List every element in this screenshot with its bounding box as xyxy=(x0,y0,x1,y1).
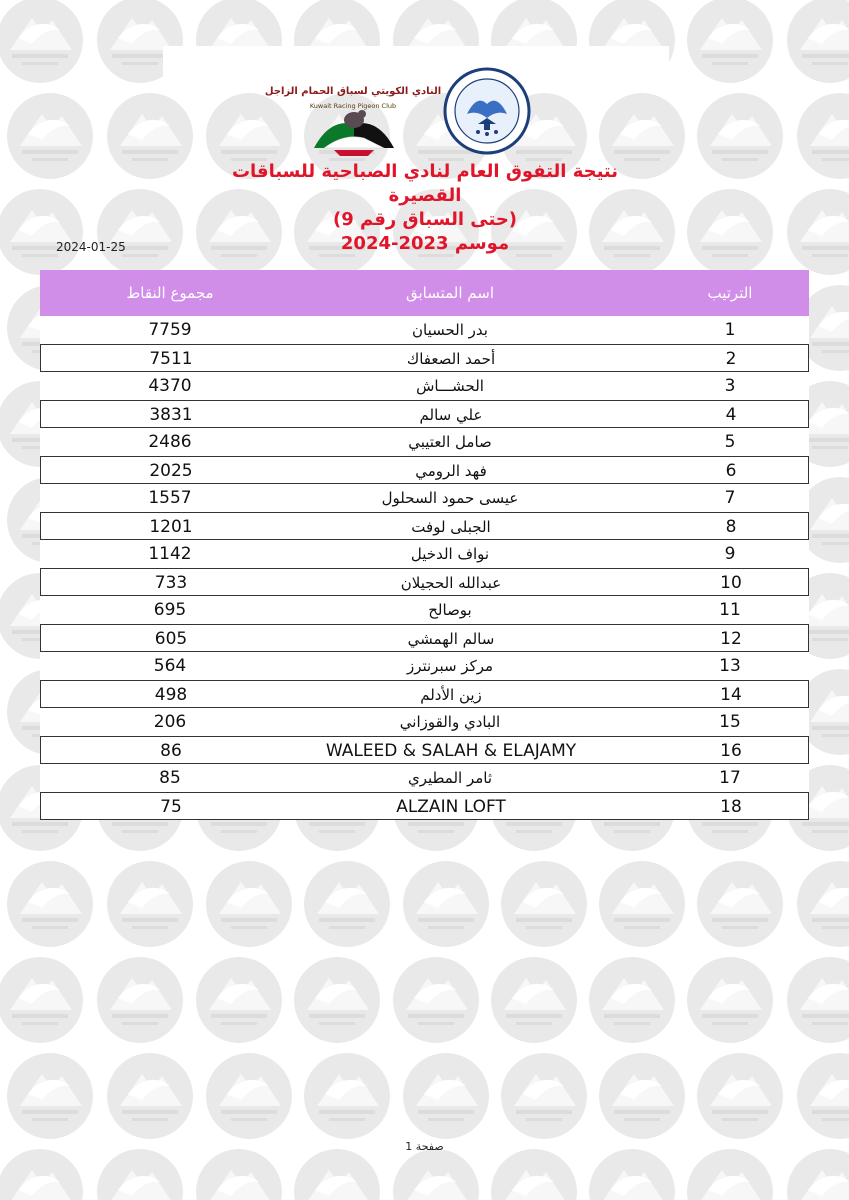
cell-rank: 3 xyxy=(724,376,736,396)
cell-name: سالم الهمشي xyxy=(407,630,495,648)
title-line-2: (حتى السباق رقم 9) xyxy=(332,209,518,230)
cell-rank: 12 xyxy=(720,629,742,649)
cell-points: 86 xyxy=(160,741,182,761)
cell-name: ثامر المطيري xyxy=(407,769,493,787)
table-row xyxy=(40,680,809,708)
cell-name: بدر الحسيان xyxy=(412,321,488,339)
cell-name: الجبلى لوفت xyxy=(411,518,491,536)
title-line-1: نتيجة التفوق العام لنادي الصباحية للسباقات القصيرة xyxy=(231,161,619,206)
report-title xyxy=(200,160,650,256)
logo-english-text: Kuwait Racing Pigeon Club xyxy=(309,102,397,110)
table-row xyxy=(40,372,809,400)
cell-rank: 2 xyxy=(725,349,737,369)
column-header-rank: الترتيب xyxy=(707,284,753,302)
table-row xyxy=(40,540,809,568)
cell-rank: 14 xyxy=(720,685,742,705)
table-row xyxy=(40,792,809,820)
table-row xyxy=(40,400,809,428)
cell-points: 206 xyxy=(153,712,187,732)
cell-rank: 9 xyxy=(724,544,736,564)
title-line-3: موسم 2023-2024 xyxy=(340,233,510,254)
cell-points: 695 xyxy=(153,600,187,620)
cell-rank: 11 xyxy=(719,600,741,620)
table-body xyxy=(40,316,809,820)
cell-points: 564 xyxy=(153,656,187,676)
cell-name: فهد الرومي xyxy=(415,462,487,480)
cell-rank: 1 xyxy=(724,320,736,340)
cell-points: 1201 xyxy=(149,517,193,537)
cell-points: 1142 xyxy=(148,544,192,564)
cell-rank: 5 xyxy=(724,432,736,452)
cell-rank: 4 xyxy=(725,405,737,425)
cell-points: 2486 xyxy=(148,432,192,452)
table-row xyxy=(40,708,809,736)
table-row xyxy=(40,484,809,512)
page-number: صفحة 1 xyxy=(405,1140,444,1153)
cell-name: البادي والقوزاني xyxy=(399,713,501,731)
logo-arabic-text: النادي الكويتي لسباق الحمام الزاجل xyxy=(264,86,442,97)
column-header-name: اسم المتسابق xyxy=(405,284,495,302)
cell-name: مركز سبرنترز xyxy=(406,657,494,675)
cell-points: 4370 xyxy=(148,376,192,396)
cell-name: ALZAIN LOFT xyxy=(396,797,506,817)
cell-rank: 6 xyxy=(725,461,737,481)
cell-name: صامل العتيبي xyxy=(408,433,492,451)
cell-name: نواف الدخيل xyxy=(410,545,490,563)
cell-rank: 13 xyxy=(719,656,741,676)
table-row xyxy=(40,596,809,624)
cell-rank: 8 xyxy=(725,517,737,537)
table-header xyxy=(40,270,809,316)
cell-name: أحمد الصعفاك xyxy=(406,350,496,368)
table-row xyxy=(40,764,809,792)
cell-points: 2025 xyxy=(149,461,193,481)
cell-points: 3831 xyxy=(149,405,193,425)
pigeon-club-emblem-icon xyxy=(442,66,532,156)
cell-points: 85 xyxy=(159,768,181,788)
cell-rank: 7 xyxy=(724,488,736,508)
cell-name: عبدالله الحجيلان xyxy=(400,574,502,592)
cell-name: WALEED & SALAH & ELAJAMY xyxy=(325,741,577,761)
cell-name: عيسى حمود السحلول xyxy=(381,489,519,507)
cell-name: بوصالح xyxy=(428,601,472,619)
cell-points: 1557 xyxy=(148,488,192,508)
table-row xyxy=(40,624,809,652)
cell-name: علي سالم xyxy=(419,406,483,424)
standings-table xyxy=(40,270,809,820)
kuwait-club-logo xyxy=(264,78,442,160)
table-row xyxy=(40,512,809,540)
cell-points: 7759 xyxy=(148,320,192,340)
cell-rank: 16 xyxy=(720,741,742,761)
cell-points: 75 xyxy=(160,797,182,817)
cell-points: 7511 xyxy=(149,349,193,369)
cell-rank: 15 xyxy=(719,712,741,732)
cell-rank: 10 xyxy=(720,573,742,593)
table-row xyxy=(40,568,809,596)
cell-rank: 18 xyxy=(720,797,742,817)
table-row xyxy=(40,736,809,764)
cell-name: الحشـــاش xyxy=(416,377,484,395)
table-row xyxy=(40,456,809,484)
cell-points: 605 xyxy=(154,629,188,649)
table-row xyxy=(40,344,809,372)
column-header-points: مجموع النقاط xyxy=(126,284,214,302)
cell-name: زين الأدلم xyxy=(420,686,482,704)
table-row xyxy=(40,316,809,344)
cell-points: 733 xyxy=(154,573,188,593)
table-row xyxy=(40,428,809,456)
table-row xyxy=(40,652,809,680)
report-date: 2024-01-25 xyxy=(56,240,126,254)
cell-rank: 17 xyxy=(719,768,741,788)
cell-points: 498 xyxy=(154,685,188,705)
